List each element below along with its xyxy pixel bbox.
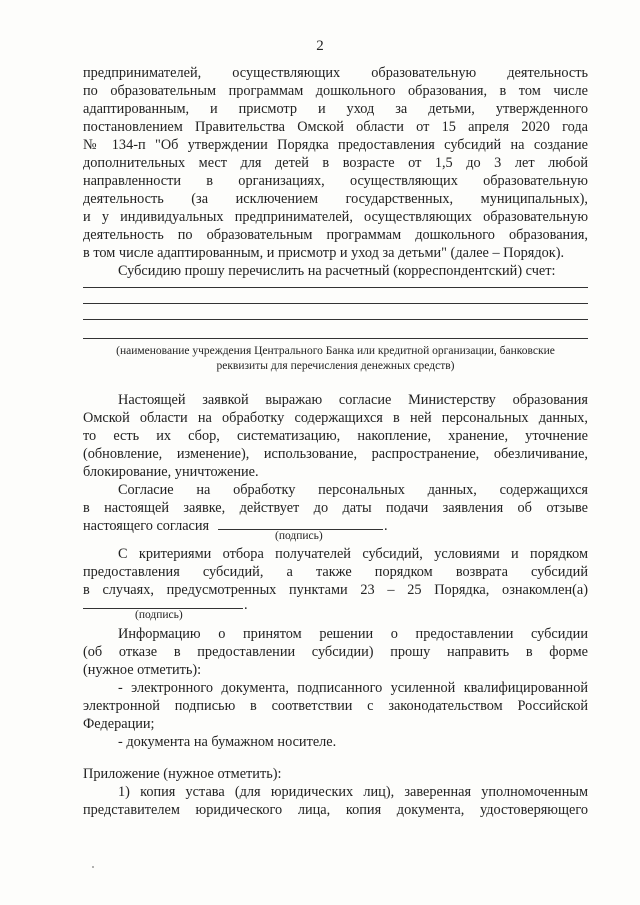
notification-line-2: (об отказе в предоставлении субсидии) прошу направить в форме <box>83 644 588 660</box>
notification-line-3: (нужное отметить): <box>83 662 202 678</box>
signature-label-1: (подпись) <box>275 530 323 542</box>
option-electronic-line-1: - электронного документа, подписанного усиленной квалифицированной <box>118 680 588 696</box>
option-electronic-line-2: электронной подписью в соответствии с законодательством Российской <box>83 698 588 714</box>
account-blank-line-2[interactable] <box>83 303 588 304</box>
page-number: 2 <box>316 38 324 54</box>
validity-line-3: настоящего согласия <box>83 518 210 534</box>
account-blank-line-4[interactable] <box>83 338 588 339</box>
criteria-line-3: в случаях, предусмотренных пунктами 23 – 25 Порядка, ознакомлен(а) <box>83 582 588 598</box>
paragraph-1-line-5: № 134-п "Об утверждении Порядка предоставления субсидий на создание <box>83 137 588 153</box>
consent-line-2: Омской области на обработку содержащихся в ней персональных данных, <box>83 410 588 426</box>
criteria-period: . <box>244 597 248 613</box>
signature-label-2: (подпись) <box>135 609 183 621</box>
validity-period: . <box>384 518 388 534</box>
consent-line-5: блокирование, уничтожение. <box>83 464 259 480</box>
paragraph-1-line-4: постановлением Правительства Омской области от 15 апреля 2020 года <box>83 119 588 135</box>
attachment-item-1-line-1: 1) копия устава (для юридических лиц), заверенная уполномоченным <box>118 784 588 800</box>
option-paper: - документа на бумажном носителе. <box>118 734 337 750</box>
account-request: Субсидию прошу перечислить на расчетный (корреспондентский) счет: <box>118 263 556 279</box>
paragraph-1-line-2: по образовательным программам дошкольного образования, в том числе <box>83 83 588 99</box>
consent-line-4: (обновление, изменение), использование, распространение, обезличивание, <box>83 446 588 462</box>
account-blank-line-3[interactable] <box>83 319 588 320</box>
paragraph-1-line-9: и у индивидуальных предпринимателей, осуществляющих образовательную <box>83 209 588 225</box>
scan-artifact <box>92 866 94 868</box>
consent-line-3: то есть их сбор, систематизацию, накопление, хранение, уточнение <box>83 428 588 444</box>
validity-line-2: в настоящей заявке, действует до даты подачи заявления об отзыве <box>83 500 588 516</box>
account-blank-line-1[interactable] <box>83 287 588 288</box>
paragraph-1-line-10: деятельность по образовательным программам дошкольного образования, <box>83 227 588 243</box>
paragraph-1-line-11: в том числе адаптированным, и присмотр и уход за детьми" (далее – Порядок). <box>83 245 565 261</box>
criteria-line-2: предоставления субсидий, а также порядком возврата субсидий <box>83 564 588 580</box>
bank-caption-line-1: (наименование учреждения Центрального Банка или кредитной организации, банковские <box>116 345 555 357</box>
paragraph-1-line-8: деятельность (за исключением государственных, муниципальных), <box>83 191 588 207</box>
paragraph-1-line-6: дополнительных мест для детей в возрасте от 1,5 до 3 лет любой <box>83 155 588 171</box>
validity-line-1: Согласие на обработку персональных данных, содержащихся <box>118 482 588 498</box>
notification-line-1: Информацию о принятом решении о предоставлении субсидии <box>118 626 588 642</box>
consent-line-1: Настоящей заявкой выражаю согласие Министерству образования <box>118 392 588 408</box>
paragraph-1-line-1: предпринимателей, осуществляющих образовательную деятельность <box>83 65 588 81</box>
option-electronic-line-3: Федерации; <box>83 716 155 732</box>
paragraph-1-line-3: адаптированным, и присмотр и уход за детьми, утвержденного <box>83 101 588 117</box>
bank-caption-line-2: реквизиты для перечисления денежных средств) <box>216 360 455 372</box>
criteria-line-1: С критериями отбора получателей субсидий, условиями и порядком <box>118 546 588 562</box>
attachment-heading: Приложение (нужное отметить): <box>83 766 282 782</box>
paragraph-1-line-7: направленности в организациях, осуществляющих образовательную <box>83 173 588 189</box>
attachment-item-1-line-2: представителем юридического лица, копия документа, удостоверяющего <box>83 802 588 818</box>
